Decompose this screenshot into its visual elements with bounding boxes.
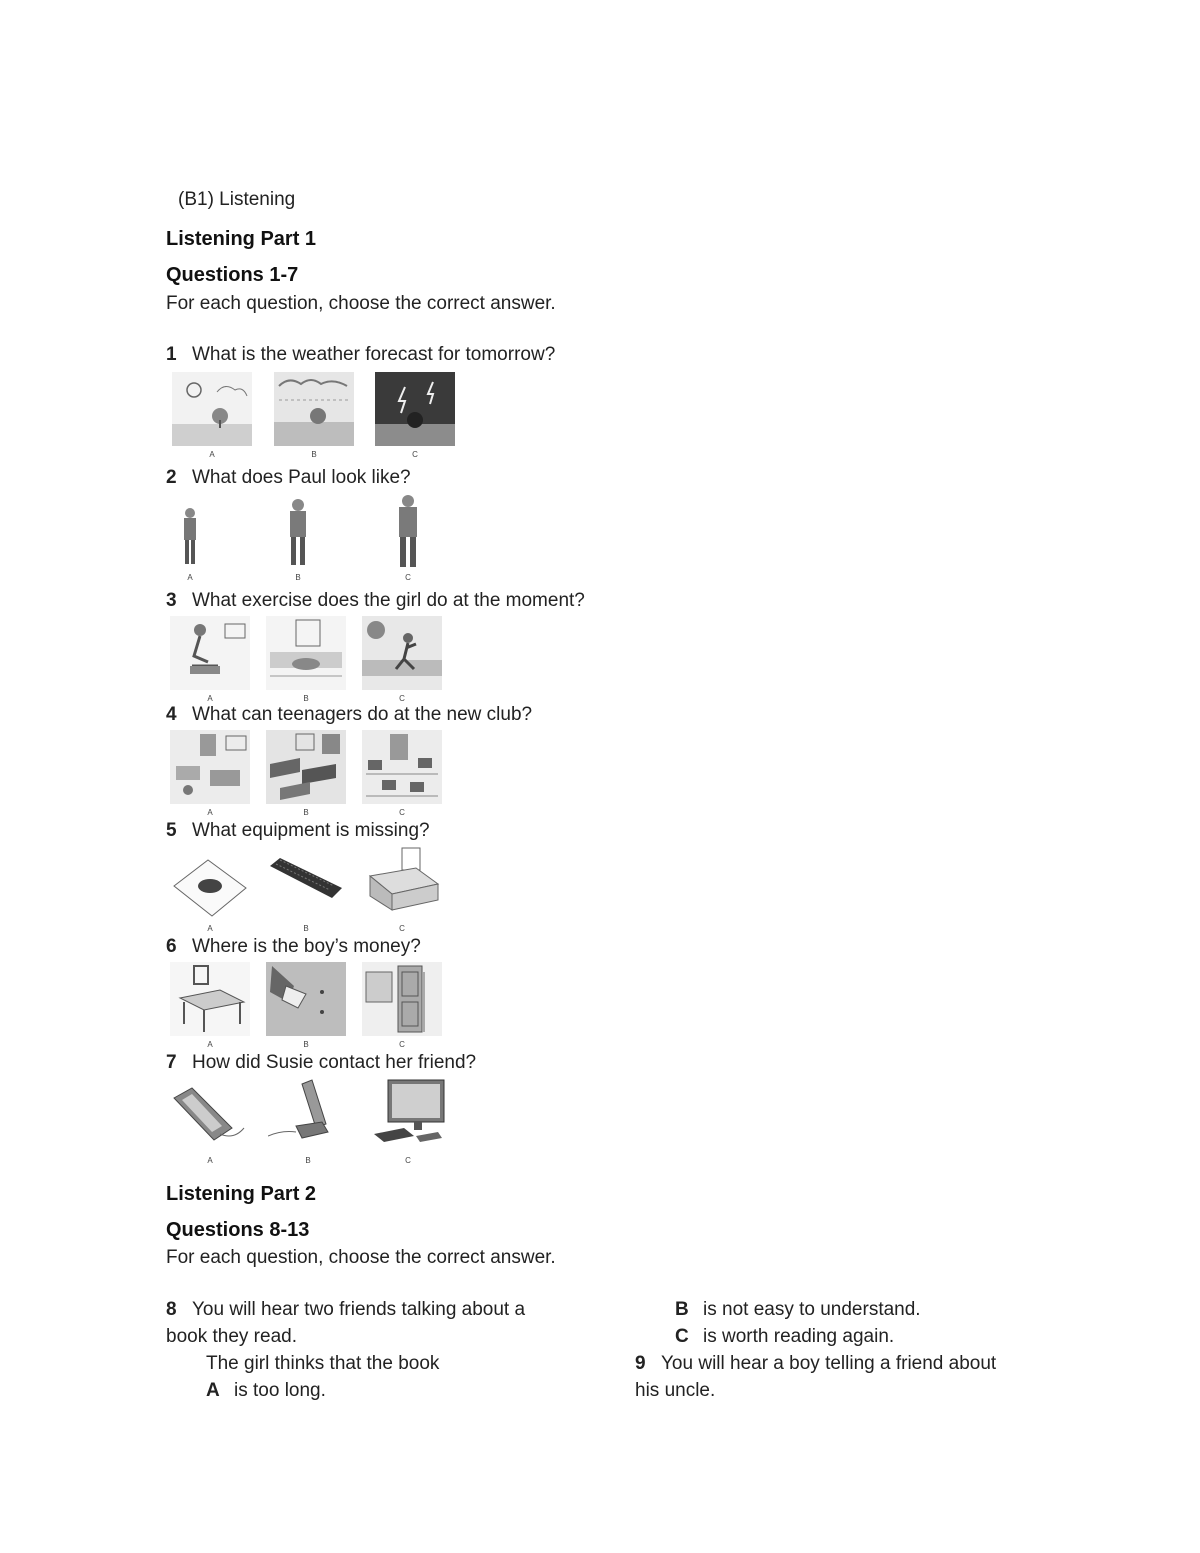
part1-heading: Listening Part 1 [166, 228, 317, 250]
question-number: 8 [166, 1299, 177, 1320]
club-room-picture[interactable] [170, 730, 250, 804]
option-letter: A [206, 1380, 220, 1401]
option-letter: A [187, 573, 193, 582]
option-letter: B [311, 450, 317, 459]
option-letter: B [303, 694, 309, 703]
question-number: 1 [166, 344, 177, 365]
question-text: How did Susie contact her friend? [192, 1052, 477, 1073]
option-letter: C [405, 1156, 411, 1165]
table-and-chairs-picture[interactable] [170, 962, 250, 1036]
computer-picture[interactable] [368, 1078, 448, 1152]
mobile-phone-picture[interactable] [170, 1078, 250, 1152]
part1-instruction: For each question, choose the correct answer. [166, 293, 556, 314]
option-text: is too long. [234, 1380, 326, 1401]
question-number: 4 [166, 704, 177, 725]
question-7 [166, 1052, 476, 1074]
option-letter: B [305, 1156, 311, 1165]
question-number: 2 [166, 467, 177, 488]
question-text: What does Paul look like? [192, 467, 411, 488]
left-column [166, 1296, 566, 1404]
question-text: What can teenagers do at the new club? [192, 704, 533, 725]
computer-room-picture[interactable] [362, 730, 442, 804]
pocket-picture[interactable] [266, 962, 346, 1036]
option-b[interactable] [635, 1296, 1035, 1323]
option-letter: A [207, 1040, 213, 1049]
question-number: 6 [166, 936, 177, 957]
question-number: 3 [166, 590, 177, 611]
question-number: 5 [166, 820, 177, 841]
part1-question-range: Questions 1-7 [166, 264, 299, 286]
tall-boy-picture[interactable] [368, 495, 448, 569]
option-c[interactable] [635, 1323, 1035, 1350]
option-letter: B [303, 1040, 309, 1049]
question-8-line-1 [166, 1296, 566, 1323]
option-letter: A [207, 808, 213, 817]
option-letter: B [303, 808, 309, 817]
question-7-pictures [170, 1078, 470, 1173]
option-letter: A [209, 450, 215, 459]
part2-question-range: Questions 8-13 [166, 1219, 310, 1241]
question-8-stem: The girl thinks that the book [206, 1353, 440, 1374]
question-number: 7 [166, 1052, 177, 1073]
option-text: is worth reading again. [703, 1326, 895, 1347]
cordless-phone-picture[interactable] [268, 1078, 348, 1152]
door-picture[interactable] [362, 962, 442, 1036]
question-4 [166, 704, 532, 726]
option-letter: C [675, 1326, 689, 1347]
question-text: What exercise does the girl do at the moment? [192, 590, 585, 611]
question-number: 9 [635, 1353, 646, 1374]
option-letter: A [207, 1156, 213, 1165]
question-6-pictures [170, 962, 470, 1057]
sunny-weather-picture[interactable] [172, 372, 252, 446]
question-9-line-2: his uncle. [635, 1380, 716, 1401]
question-1 [166, 344, 555, 366]
option-letter: A [207, 924, 213, 933]
question-3 [166, 590, 585, 612]
part2-instruction: For each question, choose the correct answer. [166, 1247, 556, 1268]
question-3-pictures [170, 616, 470, 711]
question-text: You will hear two friends talking about a [192, 1299, 526, 1320]
option-letter: B [295, 573, 301, 582]
option-letter: A [207, 694, 213, 703]
question-5-pictures [170, 846, 470, 941]
option-letter: C [399, 1040, 405, 1049]
question-text: You will hear a boy telling a friend about [661, 1353, 997, 1374]
part2-heading: Listening Part 2 [166, 1183, 317, 1205]
document-title: (B1) Listening [178, 189, 296, 210]
option-a[interactable] [166, 1377, 566, 1404]
question-text: What equipment is missing? [192, 820, 430, 841]
question-1-pictures [170, 372, 470, 467]
question-2-pictures [170, 495, 470, 590]
keyboard-picture[interactable] [266, 846, 346, 920]
option-letter: C [399, 694, 405, 703]
cloudy-weather-picture[interactable] [274, 372, 354, 446]
option-text: is not easy to understand. [703, 1299, 921, 1320]
option-letter: C [399, 924, 405, 933]
option-letter: C [399, 808, 405, 817]
option-letter: C [405, 573, 411, 582]
right-column [635, 1296, 1035, 1404]
question-text: What is the weather forecast for tomorrow? [192, 344, 556, 365]
table-tennis-room-picture[interactable] [266, 730, 346, 804]
question-5 [166, 820, 430, 842]
stormy-weather-picture[interactable] [375, 372, 455, 446]
question-4-pictures [170, 730, 470, 825]
short-boy-picture[interactable] [150, 495, 230, 569]
swimming-pool-picture[interactable] [266, 616, 346, 690]
question-2 [166, 467, 411, 489]
question-9-line-1 [635, 1350, 1035, 1377]
option-letter: B [303, 924, 309, 933]
option-letter: C [412, 450, 418, 459]
option-letter: B [675, 1299, 689, 1320]
question-text: Where is the boy’s money? [192, 936, 421, 957]
medium-boy-picture[interactable] [258, 495, 338, 569]
running-picture[interactable] [362, 616, 442, 690]
question-8-line-2: book they read. [166, 1326, 297, 1347]
mouse-and-mousepad-picture[interactable] [170, 846, 250, 920]
exercise-bike-picture[interactable] [170, 616, 250, 690]
printer-picture[interactable] [362, 846, 442, 920]
question-6 [166, 936, 421, 958]
